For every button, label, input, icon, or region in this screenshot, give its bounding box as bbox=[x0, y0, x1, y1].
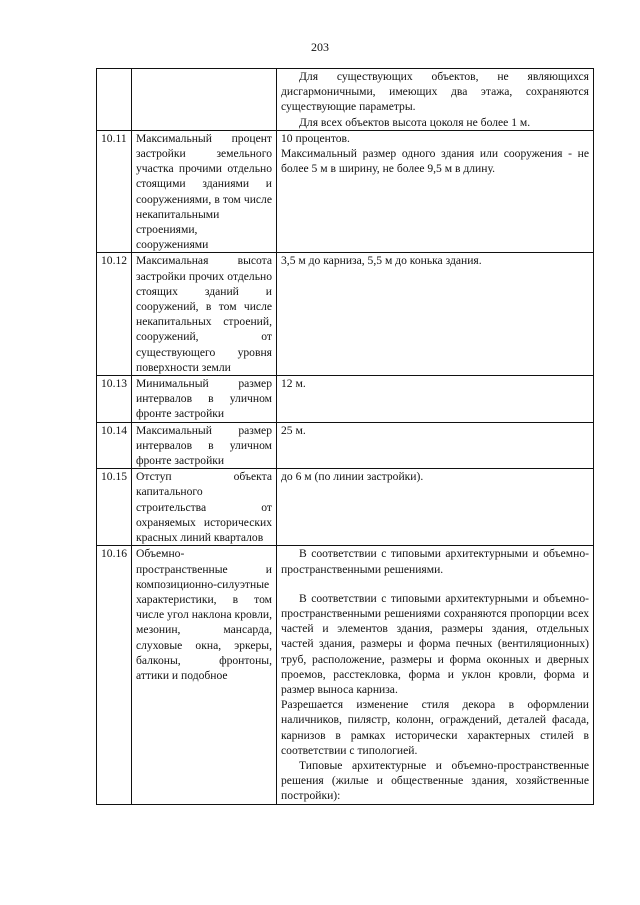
table-row bbox=[97, 130, 594, 253]
parameter-name: Максимальная высота застройки прочих отдельно стоящих зданий и сооружений, в том числе некапитальных строений, сооружений, от существующего уровня поверхности земли bbox=[132, 253, 277, 376]
parameter-value bbox=[277, 376, 594, 423]
value-paragraph: 3,5 м до карниза, 5,5 м до конька здания. bbox=[281, 254, 482, 268]
parameter-name: Отступ объекта капитального строительства от охраняемых исторических красных линий кварталов bbox=[132, 469, 277, 546]
value-paragraph: В соответствии с типовыми архитектурными и объемно-пространственными решениями. bbox=[281, 547, 589, 576]
regulations-table bbox=[96, 68, 594, 805]
paragraph-spacer bbox=[281, 577, 589, 591]
parameter-name: Объемно-пространственные и композиционно-силуэтные характеристики, в том числе угол наклона кровли, мезонин, мансарда, слуховые окна, эркеры, балконы, фронтоны, аттики и подобное bbox=[132, 546, 277, 804]
parameter-value bbox=[277, 69, 594, 131]
value-paragraph: Для существующих объектов, не являющихся дисгармоничными, имеющих два этажа, сохраняются существующие параметры. bbox=[281, 70, 589, 114]
row-number: 10.11 bbox=[97, 130, 132, 253]
value-paragraph: Типовые архитектурные и объемно-пространственные решения (жилые и общественные здания, хозяйственные постройки): bbox=[281, 758, 589, 803]
value-paragraph: 10 процентов. bbox=[281, 131, 350, 145]
row-number: 10.13 bbox=[97, 376, 132, 423]
parameter-name: Максимальный процент застройки земельного участка прочими отдельно стоящими зданиями и сооружениями, в том числе некапитальными строениями, сооружениями bbox=[132, 130, 277, 253]
value-paragraph: Для всех объектов высота цоколя не более 1 м. bbox=[299, 115, 531, 129]
table-row bbox=[97, 69, 594, 131]
parameter-value bbox=[277, 130, 594, 253]
value-paragraph: до 6 м (по линии застройки). bbox=[281, 470, 424, 484]
parameter-name: Минимальный размер интервалов в уличном фронте застройки bbox=[132, 376, 277, 423]
table-row bbox=[97, 546, 594, 804]
parameter-value bbox=[277, 469, 594, 546]
value-paragraph: Разрешается изменение стиля декора в оформлении наличников, пилястр, колонн, ограждений, деталей фасада, карнизов в рамках исторически характерных стилей в соответствии с типологией. bbox=[281, 698, 589, 757]
row-number: 10.12 bbox=[97, 253, 132, 376]
value-paragraph: 25 м. bbox=[281, 423, 306, 437]
parameter-value bbox=[277, 546, 594, 804]
parameter-value bbox=[277, 253, 594, 376]
value-paragraph: 12 м. bbox=[281, 377, 306, 391]
row-number: 10.16 bbox=[97, 546, 132, 804]
value-paragraph: В соответствии с типовыми архитектурными и объемно-пространственными решениями сохраняются пропорции всех частей и элементов здания, размеры здания, отдельных частей здания, размеры и форма печных (вентиляционных) труб, расположение, размеры и форма оконных и дверных проемов, расстекловка, форма и уклон кровли, форма и размер выноса карниза. bbox=[281, 591, 589, 696]
value-paragraph: Максимальный размер одного здания или сооружения - не более 5 м в ширину, не более 9,5 м в длину. bbox=[281, 147, 589, 176]
parameter-name: Максимальный размер интервалов в уличном фронте застройки bbox=[132, 422, 277, 469]
table-row bbox=[97, 469, 594, 546]
parameter-name bbox=[132, 69, 277, 131]
page-number: 203 bbox=[311, 40, 329, 54]
row-number bbox=[97, 69, 132, 131]
parameter-value bbox=[277, 422, 594, 469]
row-number: 10.14 bbox=[97, 422, 132, 469]
table-row bbox=[97, 376, 594, 423]
table-row bbox=[97, 422, 594, 469]
table-row bbox=[97, 253, 594, 376]
row-number: 10.15 bbox=[97, 469, 132, 546]
